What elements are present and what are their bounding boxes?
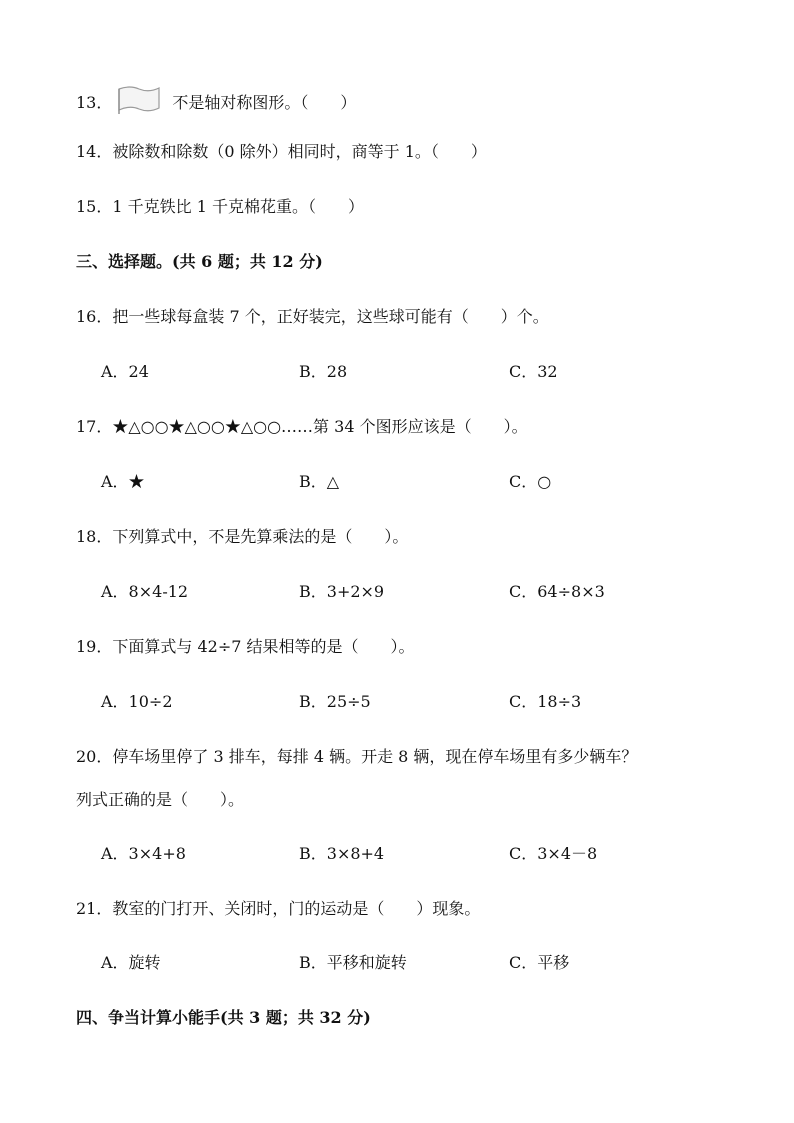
section-heading-3: 三、选择题。(共 6 题；共 12 分)	[76, 252, 323, 271]
question-text: ★△○○★△○○★△○○……第 34 个图形应该是（ ）。	[112, 417, 528, 436]
question-17	[76, 415, 528, 439]
option-b[interactable]: B．△	[299, 472, 340, 491]
question-text: 下列算式中，不是先算乘法的是（ ）。	[112, 527, 409, 546]
question-number: 15．	[76, 197, 113, 216]
question-text: 被除数和除数（0 除外）相同时，商等于 1。（ ）	[112, 142, 487, 161]
question-21	[76, 897, 480, 921]
question-text: 把一些球每盒装 7 个，正好装完，这些球可能有（ ）个。	[112, 307, 549, 326]
option-a[interactable]: A．3×4+8	[101, 844, 186, 863]
question-number: 16．	[76, 307, 113, 326]
option-c[interactable]: C．32	[509, 362, 558, 381]
question-number: 21．	[76, 899, 113, 918]
option-c[interactable]: C．平移	[509, 953, 570, 972]
question-number: 17．	[76, 417, 113, 436]
option-a[interactable]: A．10÷2	[101, 692, 173, 711]
question-20-continued: 列式正确的是（ ）。	[76, 790, 245, 809]
question-text: 不是轴对称图形。（ ）	[172, 93, 357, 112]
option-c[interactable]: C．18÷3	[509, 692, 582, 711]
question-13	[76, 85, 356, 122]
question-text: 教室的门打开、关闭时，门的运动是（ ）现象。	[112, 899, 481, 918]
question-text: 1 千克铁比 1 千克棉花重。（ ）	[112, 197, 364, 216]
option-b[interactable]: B．28	[299, 362, 348, 381]
question-16	[76, 305, 549, 329]
option-c[interactable]: C．○	[509, 472, 552, 491]
option-b[interactable]: B．25÷5	[299, 692, 371, 711]
question-18	[76, 525, 408, 549]
question-number: 18．	[76, 527, 113, 546]
question-19	[76, 635, 415, 659]
option-b[interactable]: B．3+2×9	[299, 582, 385, 601]
section-heading-4: 四、争当计算小能手(共 3 题；共 32 分)	[76, 1008, 371, 1027]
flag-icon	[116, 85, 162, 122]
question-number: 20．	[76, 747, 113, 766]
option-c[interactable]: C．64÷8×3	[509, 582, 605, 601]
question-20	[76, 745, 637, 769]
option-a[interactable]: A．8×4-12	[101, 582, 189, 601]
option-a[interactable]: A．旋转	[101, 953, 161, 972]
question-number: 14．	[76, 142, 113, 161]
question-text: 停车场里停了 3 排车，每排 4 辆。开走 8 辆，现在停车场里有多少辆车？	[112, 747, 638, 766]
option-b[interactable]: B．平移和旋转	[299, 953, 407, 972]
question-number: 13．	[76, 93, 113, 112]
option-a[interactable]: A．★	[101, 472, 145, 491]
question-number: 19．	[76, 637, 113, 656]
question-15	[76, 195, 364, 219]
question-text: 下面算式与 42÷7 结果相等的是（ ）。	[112, 637, 415, 656]
option-a[interactable]: A．24	[101, 362, 149, 381]
option-c[interactable]: C．3×4－8	[509, 844, 598, 863]
question-14	[76, 140, 487, 164]
option-b[interactable]: B．3×8+4	[299, 844, 385, 863]
